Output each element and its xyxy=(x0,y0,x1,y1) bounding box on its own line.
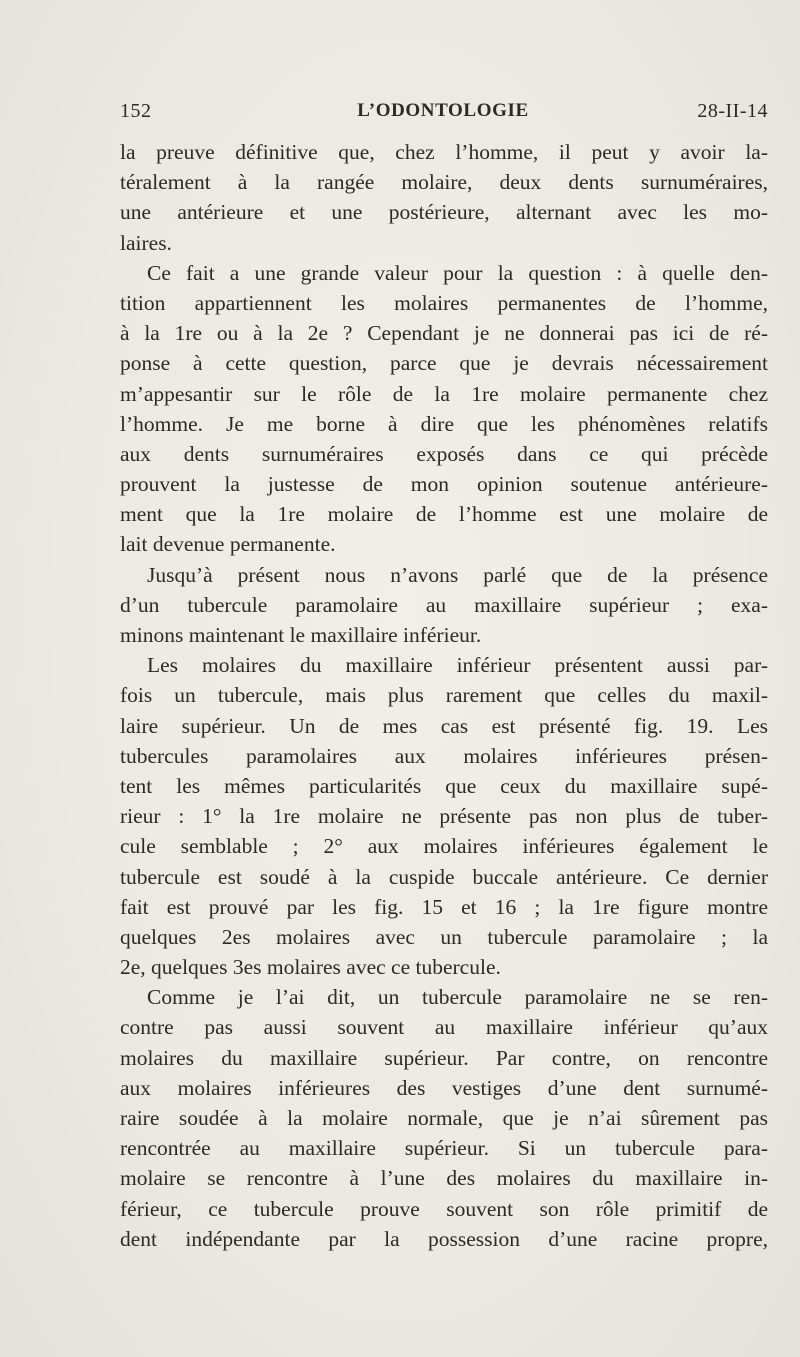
text-line: Ce fait a une grande valeur pour la question : à quelle den- xyxy=(147,260,768,285)
text-line: tent les mêmes particularités que ceux du maxillaire supé- xyxy=(120,773,768,798)
text-line: dent indépendante par la possession d’une racine propre, xyxy=(120,1226,768,1251)
text-line: Comme je l’ai dit, un tubercule paramolaire ne se ren- xyxy=(147,985,768,1010)
issue-date: 28-II-14 xyxy=(697,100,768,122)
text-line: d’un tubercule paramolaire au maxillaire supérieur ; exa- xyxy=(120,592,768,617)
text-line: raire soudée à la molaire normale, que je n’ai sûrement pas xyxy=(120,1106,768,1130)
text-line: tition appartiennent les molaires permanentes de l’homme, xyxy=(120,290,768,315)
text-line: ponse à cette question, parce que je devrais nécessairement xyxy=(120,351,768,376)
text-line: l’homme. Je me borne à dire que les phénomènes relatifs xyxy=(120,411,768,436)
text-line: tubercules paramolaires aux molaires inférieures présen- xyxy=(120,743,768,768)
text-line: une antérieure et une postérieure, alternant avec les mo- xyxy=(120,200,768,225)
text-line: fait est prouvé par les fig. 15 et 16 ; la 1re figure montre xyxy=(120,894,768,919)
text-line: minons maintenant le maxillaire inférieur. xyxy=(120,623,482,647)
text-line: laire supérieur. Un de mes cas est présenté fig. 19. Les xyxy=(120,713,768,738)
text-line: la preuve définitive que, chez l’homme, il peut y avoir la- xyxy=(120,140,768,164)
text-line: rieur : 1° la 1re molaire ne présente pas non plus de tuber- xyxy=(120,804,768,829)
text-line: cule semblable ; 2° aux molaires inférieures également le xyxy=(120,834,768,859)
running-title: L’ODONTOLOGIE xyxy=(357,100,529,121)
text-line: aux dents surnuméraires exposés dans ce qui précède xyxy=(120,441,768,466)
page-number: 152 xyxy=(120,100,152,122)
text-line: téralement à la rangée molaire, deux dents surnuméraires, xyxy=(120,170,768,195)
running-header xyxy=(118,100,768,132)
text-line: 2e, quelques 3es molaires avec ce tubercule. xyxy=(120,955,501,980)
text-line: prouvent la justesse de mon opinion soutenue antérieure- xyxy=(120,472,768,497)
text-line: Les molaires du maxillaire inférieur présentent aussi par- xyxy=(147,653,768,678)
text-line: laires. xyxy=(120,230,172,255)
text-line: rencontrée au maxillaire supérieur. Si un tubercule para- xyxy=(120,1136,768,1161)
text-line: tubercule est soudé à la cuspide buccale antérieure. Ce dernier xyxy=(120,864,768,889)
body-text xyxy=(120,137,768,1254)
text-line: férieur, ce tubercule prouve souvent son rôle primitif de xyxy=(120,1196,768,1221)
text-line: lait devenue permanente. xyxy=(120,532,336,557)
text-line: contre pas aussi souvent au maxillaire inférieur qu’aux xyxy=(120,1015,768,1040)
text-line: m’appesantir sur le rôle de la 1re molaire permanente chez xyxy=(120,381,768,406)
text-line: quelques 2es molaires avec un tubercule paramolaire ; la xyxy=(120,924,768,949)
text-line: ment que la 1re molaire de l’homme est une molaire de xyxy=(120,502,768,527)
text-line: à la 1re ou à la 2e ? Cependant je ne donnerai pas ici de ré- xyxy=(120,321,768,346)
text-line: fois un tubercule, mais plus rarement que celles du maxil- xyxy=(120,683,768,708)
text-line: Jusqu’à présent nous n’avons parlé que de la présence xyxy=(147,562,768,587)
text-line: aux molaires inférieures des vestiges d’une dent surnumé- xyxy=(120,1075,768,1100)
text-line: molaire se rencontre à l’une des molaires du maxillaire in- xyxy=(120,1166,768,1191)
text-line: molaires du maxillaire supérieur. Par contre, on rencontre xyxy=(120,1045,768,1070)
